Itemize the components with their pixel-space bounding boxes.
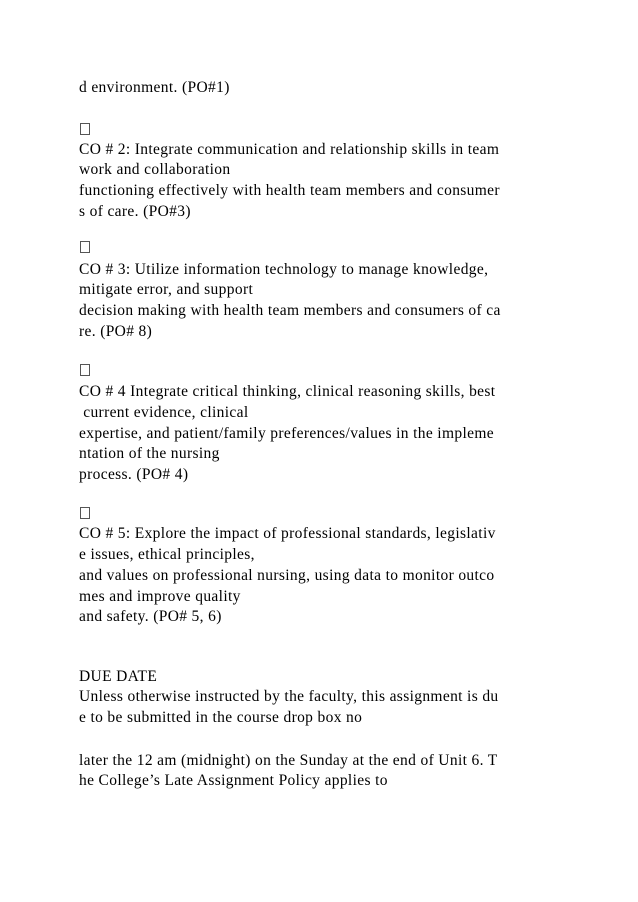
text-line: later the 12 am (midnight) on the Sunday at the end of Unit 6. T [79,752,498,769]
bullet-box-icon [80,364,90,376]
text-line: and safety. (PO# 5, 6) [79,608,222,625]
section-heading: DUE DATE [79,668,158,685]
text-line: ntation of the nursing [79,445,220,462]
text-line: and values on professional nursing, using data to monitor outco [79,567,495,584]
text-line: mitigate error, and support [79,281,254,298]
text-line: process. (PO# 4) [79,466,189,483]
text-line: expertise, and patient/family preferences/values in the impleme [79,425,494,442]
text-line: CO # 4 Integrate critical thinking, clinical reasoning skills, best [79,383,496,400]
text-line: d environment. (PO#1) [79,79,230,96]
text-line: functioning effectively with health team members and consumer [79,182,500,199]
text-line: he College’s Late Assignment Policy applies to [79,772,388,789]
text-line: CO # 2: Integrate communication and relationship skills in team [79,141,500,158]
text-line: e to be submitted in the course drop box no [79,709,363,726]
text-line: work and collaboration [79,161,231,178]
bullet-box-icon [80,241,90,253]
bullet-box-icon [80,507,90,519]
bullet-box-icon [80,123,90,135]
text-line: CO # 5: Explore the impact of professional standards, legislativ [79,525,496,542]
text-line: e issues, ethical principles, [79,546,255,563]
text-line: Unless otherwise instructed by the faculty, this assignment is du [79,688,499,705]
text-line: s of care. (PO#3) [79,203,191,220]
text-line: current evidence, clinical [79,404,249,421]
text-line: decision making with health team members and consumers of ca [79,302,501,319]
text-line: CO # 3: Utilize information technology to manage knowledge, [79,261,489,278]
text-line: mes and improve quality [79,588,241,605]
text-line: re. (PO# 8) [79,323,153,340]
